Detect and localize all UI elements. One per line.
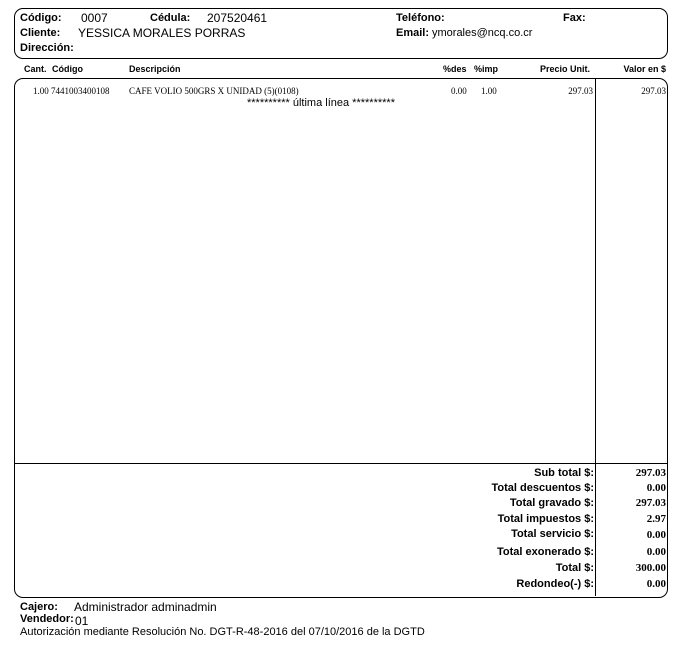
- autorizacion-text: Autorización mediante Resolución No. DGT-R-48-2016 del 07/10/2016 de la DGTD: [20, 626, 425, 638]
- total-impuestos-label: Total impuestos $:: [497, 513, 594, 525]
- cajero-label: Cajero:: [20, 601, 58, 613]
- column-header-precio: Precio Unit.: [540, 64, 591, 74]
- codigo-value: 0007: [81, 11, 108, 25]
- last-line-marker: ********** última línea **********: [247, 97, 395, 109]
- total-exonerado-label: Total exonerado $:: [497, 546, 594, 558]
- item-precio: 297.03: [568, 86, 593, 96]
- item-cant: 1.00: [33, 86, 49, 96]
- redondeo-label: Redondeo(-) $:: [516, 578, 594, 590]
- total-descuentos-label: Total descuentos $:: [491, 482, 594, 494]
- total-servicio-label: Total servicio $:: [511, 528, 594, 540]
- column-header-des: %des: [443, 64, 467, 74]
- email-value: ymorales@ncq.co.cr: [432, 27, 533, 39]
- total-servicio-value: 0.00: [646, 529, 666, 541]
- redondeo-value: 0.00: [646, 578, 666, 590]
- column-header-imp: %imp: [474, 64, 499, 74]
- total-gravado-value: 297.03: [635, 497, 666, 509]
- column-header-cant: Cant.: [24, 64, 47, 74]
- column-header-descripcion: Descripción: [129, 64, 181, 74]
- column-header-codigo: Código: [52, 64, 83, 74]
- item-codigo: 7441003400108: [51, 86, 110, 96]
- totals-divider: [15, 463, 667, 464]
- total-exonerado-value: 0.00: [646, 546, 666, 558]
- subtotal-label: Sub total $:: [534, 467, 594, 479]
- vendedor-value: 01: [75, 614, 89, 628]
- item-des: 0.00: [451, 86, 467, 96]
- total-value: 300.00: [635, 562, 666, 574]
- total-descuentos-value: 0.00: [646, 482, 666, 494]
- cliente-label: Cliente:: [20, 27, 61, 39]
- column-header-valor: Valor en $: [623, 64, 666, 74]
- cedula-label: Cédula:: [150, 12, 191, 24]
- fax-label: Fax:: [563, 12, 586, 24]
- email-label: Email:: [396, 27, 430, 39]
- codigo-label: Código:: [20, 12, 62, 24]
- total-gravado-label: Total gravado $:: [509, 497, 594, 509]
- item-imp: 1.00: [481, 86, 497, 96]
- item-descripcion: CAFE VOLIO 500GRS X UNIDAD (5)(0108): [129, 86, 299, 96]
- subtotal-value: 297.03: [635, 467, 666, 479]
- value-column-divider: [595, 79, 596, 596]
- total-label: Total $:: [555, 562, 594, 574]
- direccion-label: Dirección:: [20, 42, 74, 54]
- item-valor: 297.03: [641, 86, 666, 96]
- cedula-value: 207520461: [207, 11, 268, 25]
- total-impuestos-value: 2.97: [646, 513, 666, 525]
- telefono-label: Teléfono:: [396, 12, 445, 24]
- cajero-value: Administrador adminadmin: [74, 600, 217, 614]
- cliente-value: YESSICA MORALES PORRAS: [78, 26, 246, 40]
- vendedor-label: Vendedor:: [20, 613, 74, 625]
